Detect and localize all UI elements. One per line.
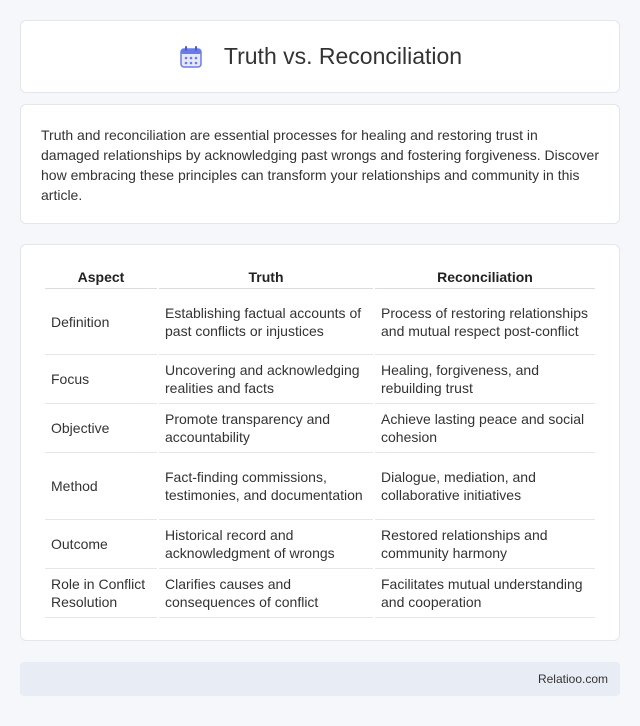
intro-paragraph: Truth and reconciliation are essential processes for healing and restoring trust in damaged relationships by acknowledging past wrongs and fostering forgiveness. Discover how embracing these principles can transform your relationships and community in this article.	[41, 127, 599, 203]
cell-truth: Establishing factual accounts of past conflicts or injustices	[159, 289, 373, 355]
cell-aspect: Outcome	[45, 520, 157, 569]
comparison-table	[43, 265, 597, 618]
cell-aspect: Method	[45, 453, 157, 520]
cell-reconciliation: Facilitates mutual understanding and cooperation	[375, 569, 595, 618]
table-row	[45, 355, 595, 404]
intro-card	[20, 104, 620, 224]
header-reconciliation: Reconciliation	[375, 265, 595, 289]
cell-aspect: Focus	[45, 355, 157, 404]
cell-aspect: Objective	[45, 404, 157, 453]
cell-truth: Historical record and acknowledgment of wrongs	[159, 520, 373, 569]
cell-aspect: Role in Conflict Resolution	[45, 569, 157, 618]
cell-reconciliation: Process of restoring relationships and mutual respect post-conflict	[375, 289, 595, 355]
footer-brand[interactable]: Relatioo.com	[537, 672, 608, 686]
header-aspect: Aspect	[45, 265, 157, 289]
cell-truth: Clarifies causes and consequences of conflict	[159, 569, 373, 618]
cell-reconciliation: Restored relationships and community harmony	[375, 520, 595, 569]
table-row	[45, 404, 595, 453]
cell-truth: Uncovering and acknowledging realities and facts	[159, 355, 373, 404]
cell-reconciliation: Achieve lasting peace and social cohesion	[375, 404, 595, 453]
cell-truth: Promote transparency and accountability	[159, 404, 373, 453]
title-card	[20, 20, 620, 93]
header-truth: Truth	[159, 265, 373, 289]
table-row	[45, 569, 595, 618]
cell-truth: Fact-finding commissions, testimonies, and documentation	[159, 453, 373, 520]
page-title: Truth vs. Reconciliation	[223, 43, 463, 69]
calendar-icon	[178, 44, 204, 70]
cell-reconciliation: Dialogue, mediation, and collaborative initiatives	[375, 453, 595, 520]
footer	[20, 662, 620, 696]
table-header-row	[45, 265, 595, 289]
comparison-card	[20, 244, 620, 641]
title-wrap	[178, 43, 462, 70]
cell-reconciliation: Healing, forgiveness, and rebuilding trust	[375, 355, 595, 404]
table-row	[45, 520, 595, 569]
table-row	[45, 289, 595, 355]
cell-aspect: Definition	[45, 289, 157, 355]
table-row	[45, 453, 595, 520]
